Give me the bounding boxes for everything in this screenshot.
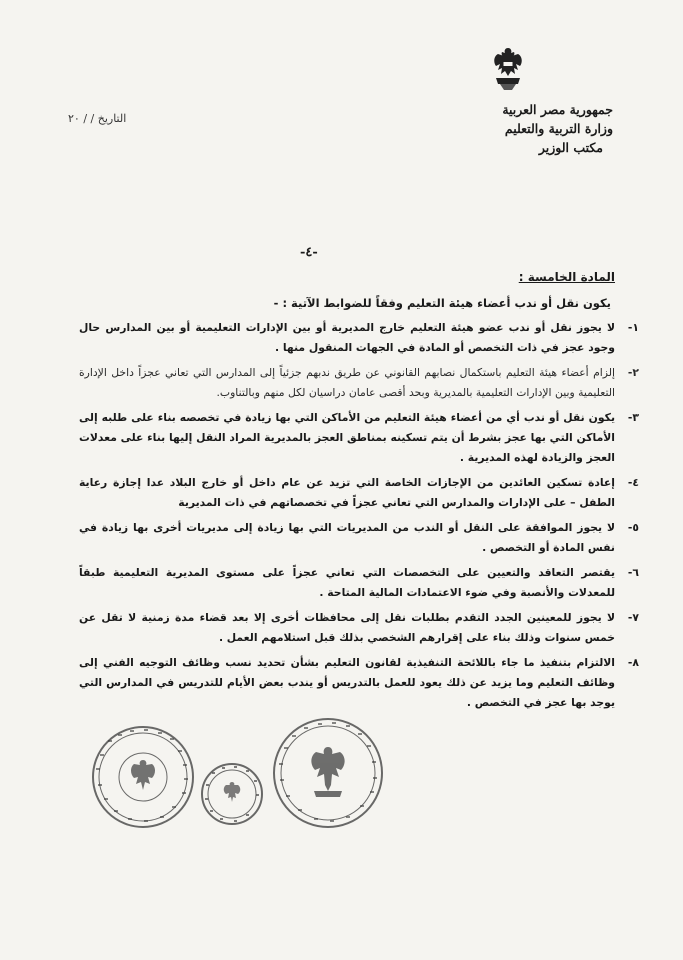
item-text: إلزام أعضاء هيئة التعليم باستكمال نصابهم القانوني عن طريق ندبهم جزئياً إلى المدارس التي تعاني عجزاً داخل الإدارة التعليمية وبين الإدارات التعليمية بالمديرية وبحد أقصى عامان دراسيان لكل منهم وبالتناوب. [79,366,615,399]
list-item [79,608,639,648]
list-item [79,563,639,603]
eagle-seal-icon [88,722,198,832]
office-name: مكتب الوزير [538,140,603,155]
list-item [79,518,639,558]
item-text: يكون نقل أو ندب أي من أعضاء هيئة التعليم من الأماكن التي بها زيادة في تخصصه بناء على طلبه إلى الأماكن التي بها عجز بشرط أن يتم تسكينه بمناطق العجز بالمديرية المراد النقل إليها بناء على معدلات العجز والزيادة لهذه المديرية . [79,411,615,464]
stamp-left [88,722,198,832]
stamp-middle [198,760,266,828]
item-number: ٤- [627,476,639,489]
item-number: ٣- [627,411,639,424]
item-number: ٥- [627,521,639,534]
item-text: إعادة تسكين العائدين من الإجازات الخاصة التي تزيد عن عام داخل أو خارج البلاد عدا إجازة رعاية الطفل – على الإدارات والمدارس التي تعاني عجزاً في تخصصاتهم في ذات المديرية [79,476,615,509]
item-text: يقتصر التعاقد والتعيين على التخصصات التي تعاني عجزاً على مستوى المديرية التعليمية طبقاً للمعدلات والأنصبة وفي ضوء الاعتمادات المالية المتاحة . [79,566,615,599]
stamp-right [270,715,386,831]
list-item [79,653,639,713]
article-heading: المادة الخامسة : [518,270,615,284]
eagle-seal-icon [198,760,266,828]
eagle-emblem-icon [488,44,528,94]
ministry-name: وزارة التربية والتعليم [504,121,613,136]
list-item [79,363,639,403]
list-item [79,318,639,358]
item-number: ٦- [627,566,639,579]
item-number: ٢- [627,366,639,379]
item-text: لا يجوز للمعينين الجدد التقدم بطلبات نقل إلى محافظات أخرى إلا بعد قضاء مدة زمنية لا تقل عن خمس سنوات وذلك بناء على إقرارهم الشخصي بذلك قبل استلامهم العمل . [79,611,615,644]
list-item [79,473,639,513]
article-intro: يكون نقل أو ندب أعضاء هيئة التعليم وفقاً للضوابط الآتية : - [273,296,611,310]
item-number: ١- [627,321,639,334]
item-text: لا يجوز نقل أو ندب عضو هيئة التعليم خارج المديرية أو بين الإدارات التعليمية أو بين المدارس حال وجود عجز في ذات التخصص أو المادة في الجهات المنقول منها . [79,321,615,354]
list-item [79,408,639,468]
republic-name: جمهورية مصر العربية [502,102,613,117]
header-block [502,100,613,157]
item-number: ٨- [627,656,639,669]
article-items [79,318,639,718]
item-number: ٧- [627,611,639,624]
item-text: الالتزام بتنفيذ ما جاء باللائحة التنفيذية لقانون التعليم بشأن تحديد نسب وظائف التوجيه الفني إلى وظائف التعليم وما يزيد عن ذلك يعود للعمل بالتدريس أو يندب بعض الأيام للتدريس في المدارس التي يوجد بها عجز في التخصص . [79,656,615,709]
item-text: لا يجوز الموافقة على النقل أو الندب من المديريات التي بها زيادة إلى مديريات أخرى بها زيادة في نفس المادة أو التخصص . [79,521,615,554]
date-line: التاريخ / / ٢٠ [68,112,127,125]
eagle-seal-icon [270,715,386,831]
page-number: -٤- [300,245,318,260]
